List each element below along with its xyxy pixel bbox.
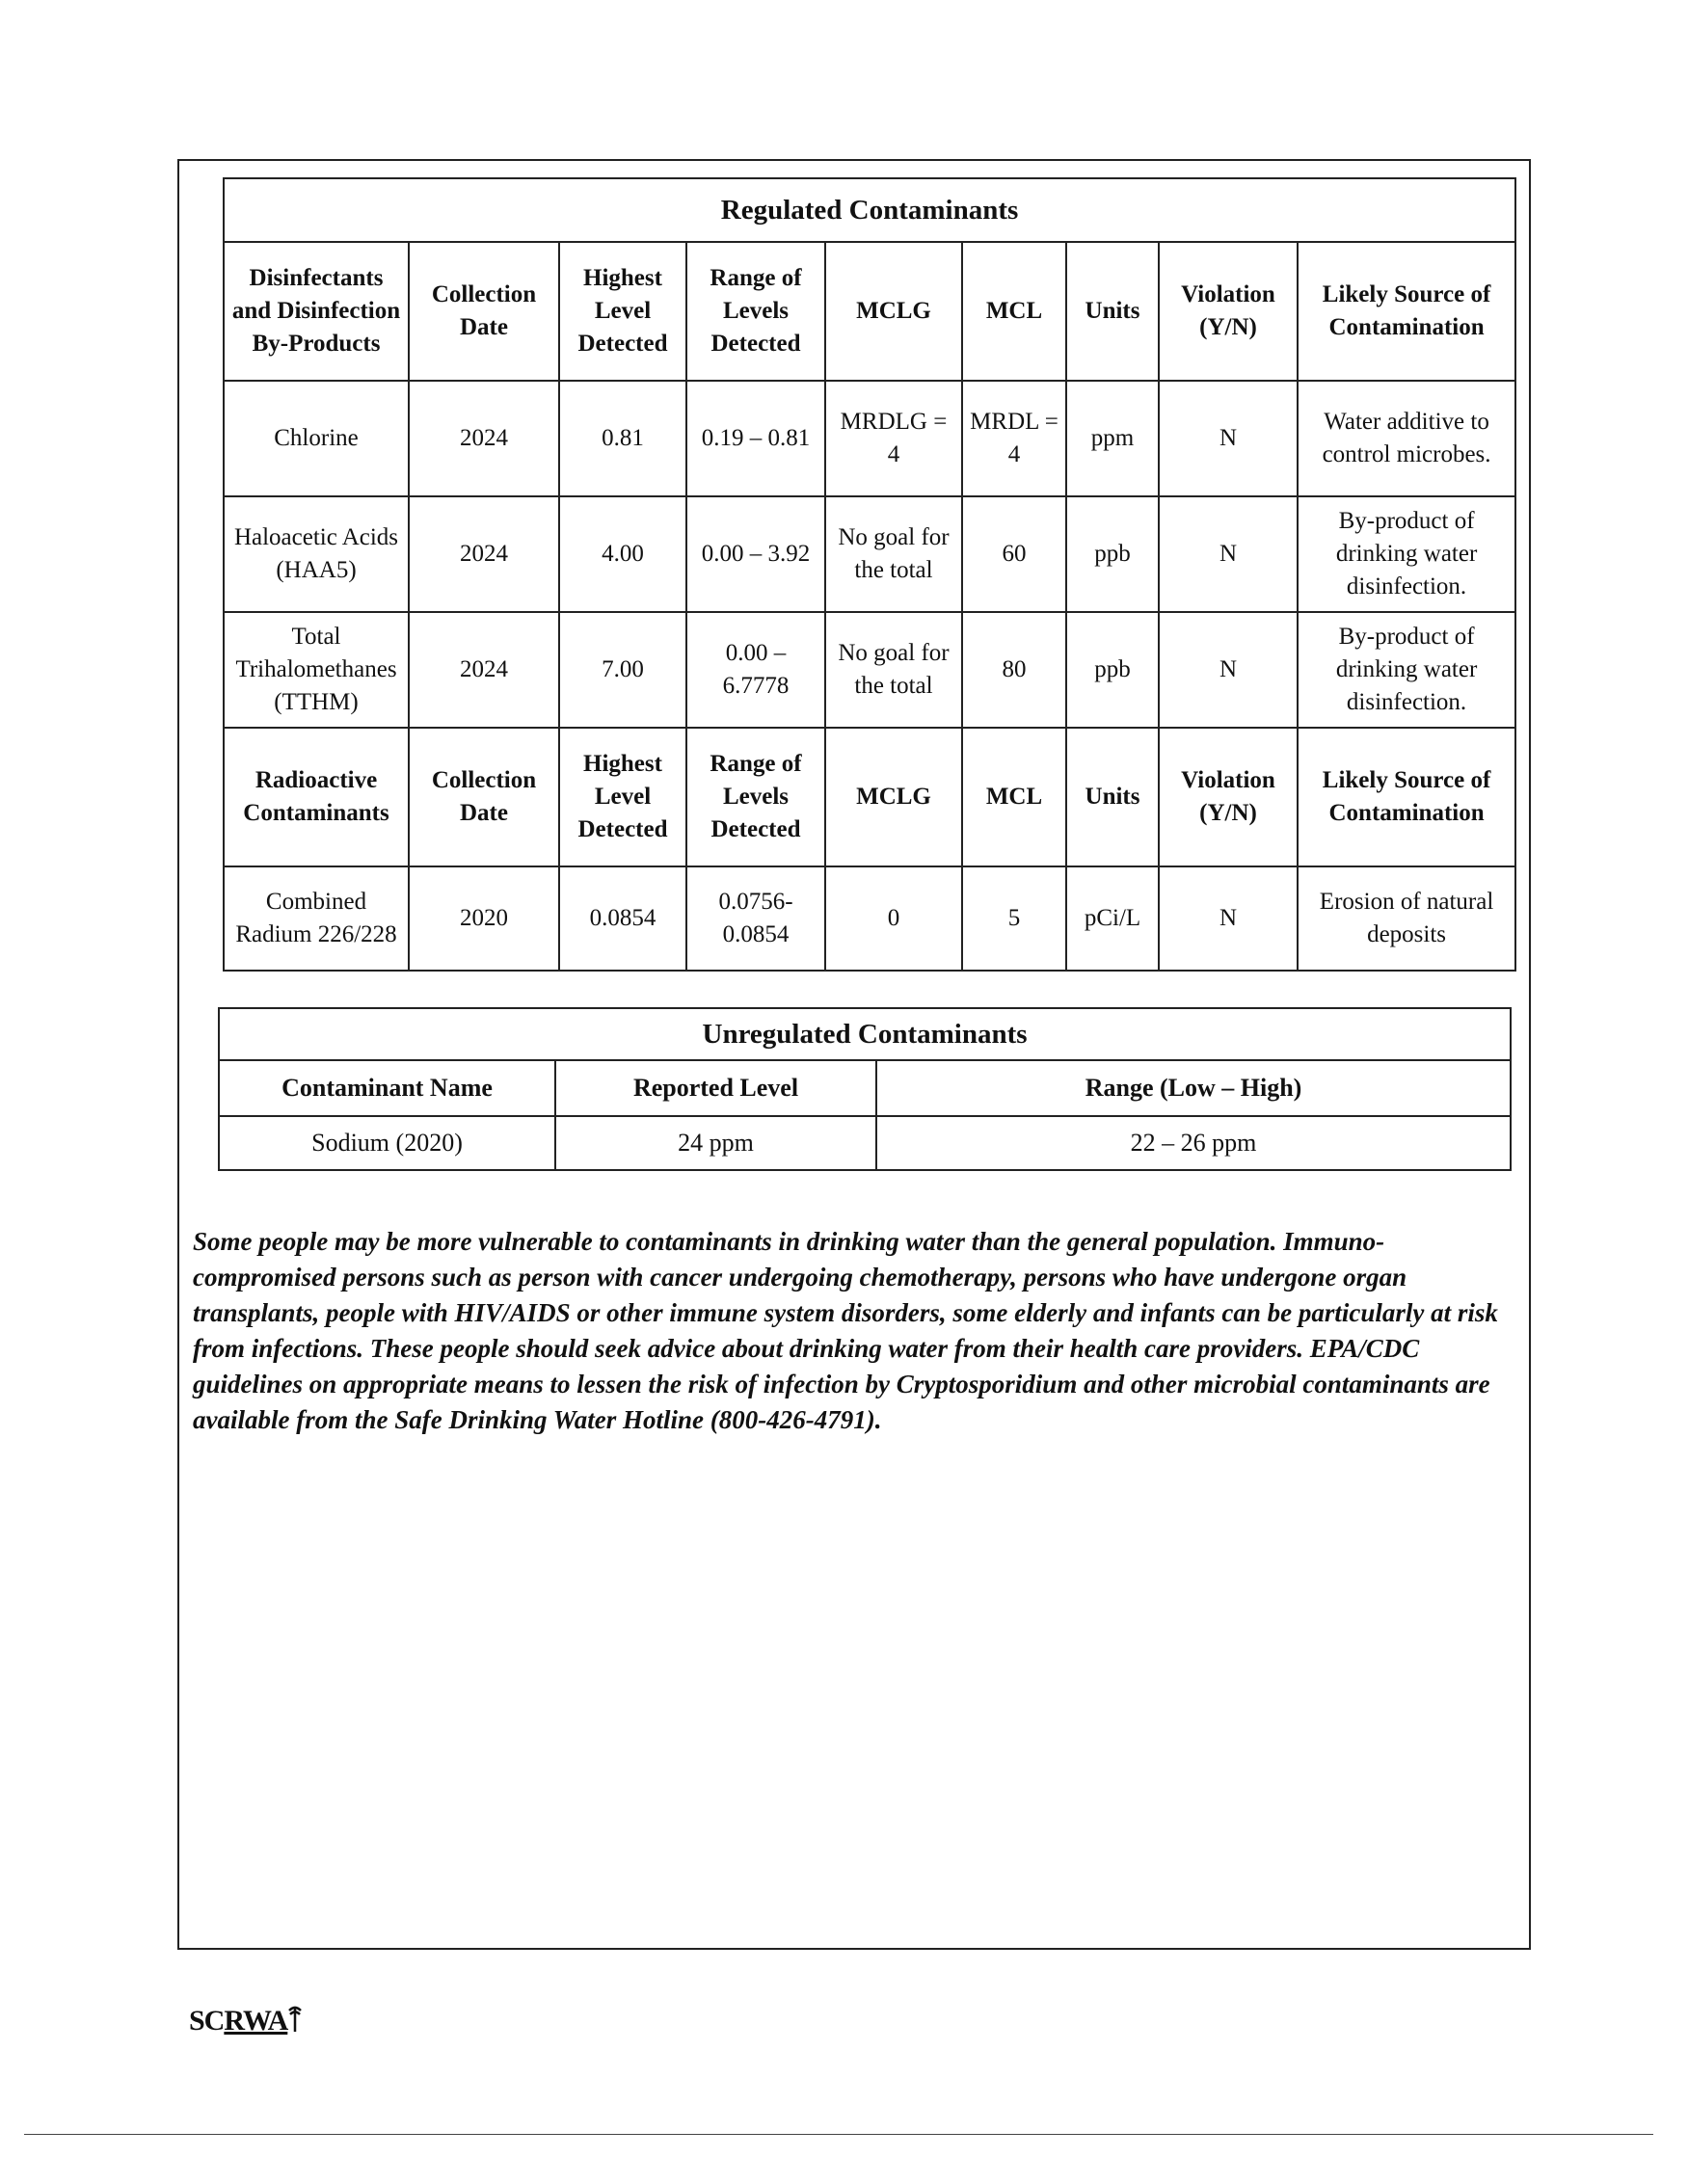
column-header: Likely Source of Contamination bbox=[1298, 728, 1515, 866]
table-cell: Sodium (2020) bbox=[219, 1116, 555, 1170]
table-row bbox=[224, 381, 1515, 496]
table-row bbox=[224, 866, 1515, 971]
radioactive-header-row bbox=[224, 728, 1515, 866]
table-cell: Chlorine bbox=[224, 381, 409, 496]
table-cell: Combined Radium 226/228 bbox=[224, 866, 409, 971]
column-header: Range of Levels Detected bbox=[686, 242, 825, 381]
column-header: Units bbox=[1066, 728, 1159, 866]
unregulated-header-row bbox=[219, 1060, 1511, 1116]
table-cell: Water additive to control microbes. bbox=[1298, 381, 1515, 496]
table-cell: 0.0854 bbox=[559, 866, 686, 971]
page-bottom-rule bbox=[24, 2134, 1653, 2135]
table-cell: No goal for the total bbox=[825, 612, 962, 728]
column-header: Highest Level Detected bbox=[559, 728, 686, 866]
regulated-title: Regulated Contaminants bbox=[224, 178, 1515, 242]
column-header: Collection Date bbox=[409, 242, 559, 381]
column-header: MCLG bbox=[825, 728, 962, 866]
column-header: Highest Level Detected bbox=[559, 242, 686, 381]
column-header: Likely Source of Contamination bbox=[1298, 242, 1515, 381]
column-header: Contaminant Name bbox=[219, 1060, 555, 1116]
column-header: MCL bbox=[962, 728, 1066, 866]
table-cell: Total Trihalomethanes (TTHM) bbox=[224, 612, 409, 728]
table-row bbox=[224, 612, 1515, 728]
table-cell: By-product of drinking water disinfection. bbox=[1298, 612, 1515, 728]
table-cell: By-product of drinking water disinfection. bbox=[1298, 496, 1515, 612]
health-notice-paragraph: Some people may be more vulnerable to contaminants in drinking water than the general population. Immuno-compromised persons such as person with cancer undergoing chemotherapy, persons who have undergone organ transplants, people with HIV/AIDS or other immune system disorders, some elderly and infants can be particularly at risk from infections. These people should seek advice about drinking water from their health care providers. EPA/CDC guidelines on appropriate means to lessen the risk of infection by Cryptosporidium and other microbial contaminants are available from the Safe Drinking Water Hotline (800-426-4791). bbox=[193, 1227, 1498, 1434]
disinfectants-header-row bbox=[224, 242, 1515, 381]
table-cell: ppb bbox=[1066, 612, 1159, 728]
column-header: Range (Low – High) bbox=[876, 1060, 1511, 1116]
column-header: Reported Level bbox=[555, 1060, 876, 1116]
table-cell: N bbox=[1159, 866, 1298, 971]
table-cell: Haloacetic Acids (HAA5) bbox=[224, 496, 409, 612]
table-cell: ppb bbox=[1066, 496, 1159, 612]
column-header: Disinfectants and Disinfection By-Products bbox=[224, 242, 409, 381]
table-cell: N bbox=[1159, 496, 1298, 612]
regulated-contaminants-table bbox=[223, 177, 1516, 972]
table-cell: 2024 bbox=[409, 496, 559, 612]
logo-text-sc: SC bbox=[189, 2005, 225, 2037]
table-cell: N bbox=[1159, 612, 1298, 728]
table-cell: 24 ppm bbox=[555, 1116, 876, 1170]
table-cell: No goal for the total bbox=[825, 496, 962, 612]
table-row bbox=[224, 496, 1515, 612]
table-cell: 2020 bbox=[409, 866, 559, 971]
table-cell: Erosion of natural deposits bbox=[1298, 866, 1515, 971]
table-cell: pCi/L bbox=[1066, 866, 1159, 971]
table-cell: 2024 bbox=[409, 381, 559, 496]
unregulated-contaminants-table bbox=[218, 1007, 1512, 1171]
table-cell: 2024 bbox=[409, 612, 559, 728]
table-cell: 4.00 bbox=[559, 496, 686, 612]
table-cell: N bbox=[1159, 381, 1298, 496]
column-header: Collection Date bbox=[409, 728, 559, 866]
table-cell: 0.19 – 0.81 bbox=[686, 381, 825, 496]
column-header: Range of Levels Detected bbox=[686, 728, 825, 866]
column-header: MCL bbox=[962, 242, 1066, 381]
unregulated-title: Unregulated Contaminants bbox=[219, 1008, 1511, 1060]
table-cell: ppm bbox=[1066, 381, 1159, 496]
table-cell: 22 – 26 ppm bbox=[876, 1116, 1511, 1170]
logo-text-rwa: RWA bbox=[224, 2005, 288, 2037]
table-cell: 0.81 bbox=[559, 381, 686, 496]
column-header: MCLG bbox=[825, 242, 962, 381]
table-cell: 7.00 bbox=[559, 612, 686, 728]
table-cell: 5 bbox=[962, 866, 1066, 971]
column-header: Units bbox=[1066, 242, 1159, 381]
column-header: Violation (Y/N) bbox=[1159, 728, 1298, 866]
column-header: Violation (Y/N) bbox=[1159, 242, 1298, 381]
palmetto-icon bbox=[287, 2005, 303, 2034]
table-cell: 0 bbox=[825, 866, 962, 971]
table-cell: 0.00 – 3.92 bbox=[686, 496, 825, 612]
table-row bbox=[219, 1116, 1511, 1170]
scrwa-logo bbox=[189, 2005, 303, 2038]
table-cell: MRDL = 4 bbox=[962, 381, 1066, 496]
table-cell: 80 bbox=[962, 612, 1066, 728]
table-cell: MRDLG = 4 bbox=[825, 381, 962, 496]
table-cell: 0.00 – 6.7778 bbox=[686, 612, 825, 728]
table-cell: 60 bbox=[962, 496, 1066, 612]
table-cell: 0.0756-0.0854 bbox=[686, 866, 825, 971]
column-header: Radioactive Contaminants bbox=[224, 728, 409, 866]
